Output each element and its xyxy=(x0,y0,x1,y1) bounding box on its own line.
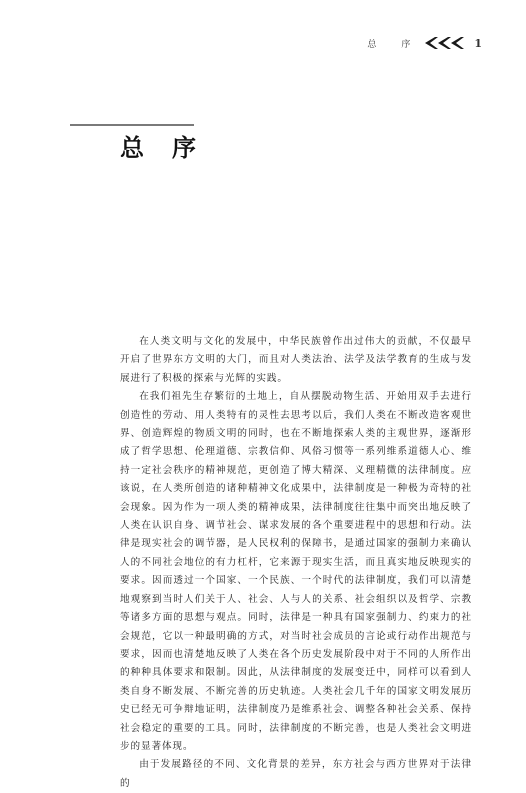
triple-chevron-left-icon xyxy=(422,36,464,50)
paragraph: 在我们祖先生存繁衍的土地上，自从摆脱动物生活、开始用双手去进行创造性的劳动、用人类特有的灵性去思考以后，我们人类在不断改造客观世界、创造辉煌的物质文明的同时，也在不断地探索人类的主观世界，逐渐形成了哲学思想、伦理道德、宗教信仰、风俗习惯等一系列维系道德人心、维持一定社会秩序的精神规范，更创造了博大精深、义理精微的法律制度。应该说，在人类所创造的诸种精神文化成果中，法律制度是一种极为奇特的社会现象。因为作为一项人类的精神成果，法律制度往往集中而突出地反映了人类在认识自身、调节社会、谋求发展的各个重要进程中的思想和行动。法律是现实社会的调节器，是人民权利的保障书，是通过国家的强制力来确认人的不同社会地位的有力杠杆，它来源于现实生活，而且真实地反映现实的要求。因而透过一个国家、一个民族、一个时代的法律制度，我们可以清楚地观察到当时人们关于人、社会、人与人的关系、社会组织以及哲学、宗教等诸多方面的思想与观点。同时，法律是一种具有国家强制力、约束力的社会规范，它以一种最明确的方式，对当时社会成员的言论或行动作出规范与要求，因而也清楚地反映了人类在各个历史发展阶段中对于不同的人所作出的种种具体要求和限制。因此，从法律制度的发展变迁中，同样可以看到人类自身不断发展、不断完善的历史轨迹。人类社会几千年的国家文明发展历史已经无可争辩地证明，法律制度乃是维系社会、调整各种社会关系、保持社会稳定的重要的工具。同时，法律制度的不断完善，也是人类社会文明进步的显著体现。 xyxy=(120,391,472,752)
page-number: 1 xyxy=(474,36,482,50)
title-rule xyxy=(70,124,194,126)
running-title: 总 序 xyxy=(367,39,419,50)
chapter-title: 总序 xyxy=(120,133,224,162)
page-header xyxy=(367,36,482,50)
paragraph: 由于发展路径的不同、文化背景的差异，东方社会与西方世界对于法律的 xyxy=(120,759,472,789)
body-text xyxy=(120,333,472,793)
paragraph: 在人类文明与文化的发展中，中华民族曾作出过伟大的贡献，不仅最早开启了世界东方文明的大门，而且对人类法治、法学及法学教育的生成与发展进行了积极的探索与光辉的实践。 xyxy=(120,336,472,384)
